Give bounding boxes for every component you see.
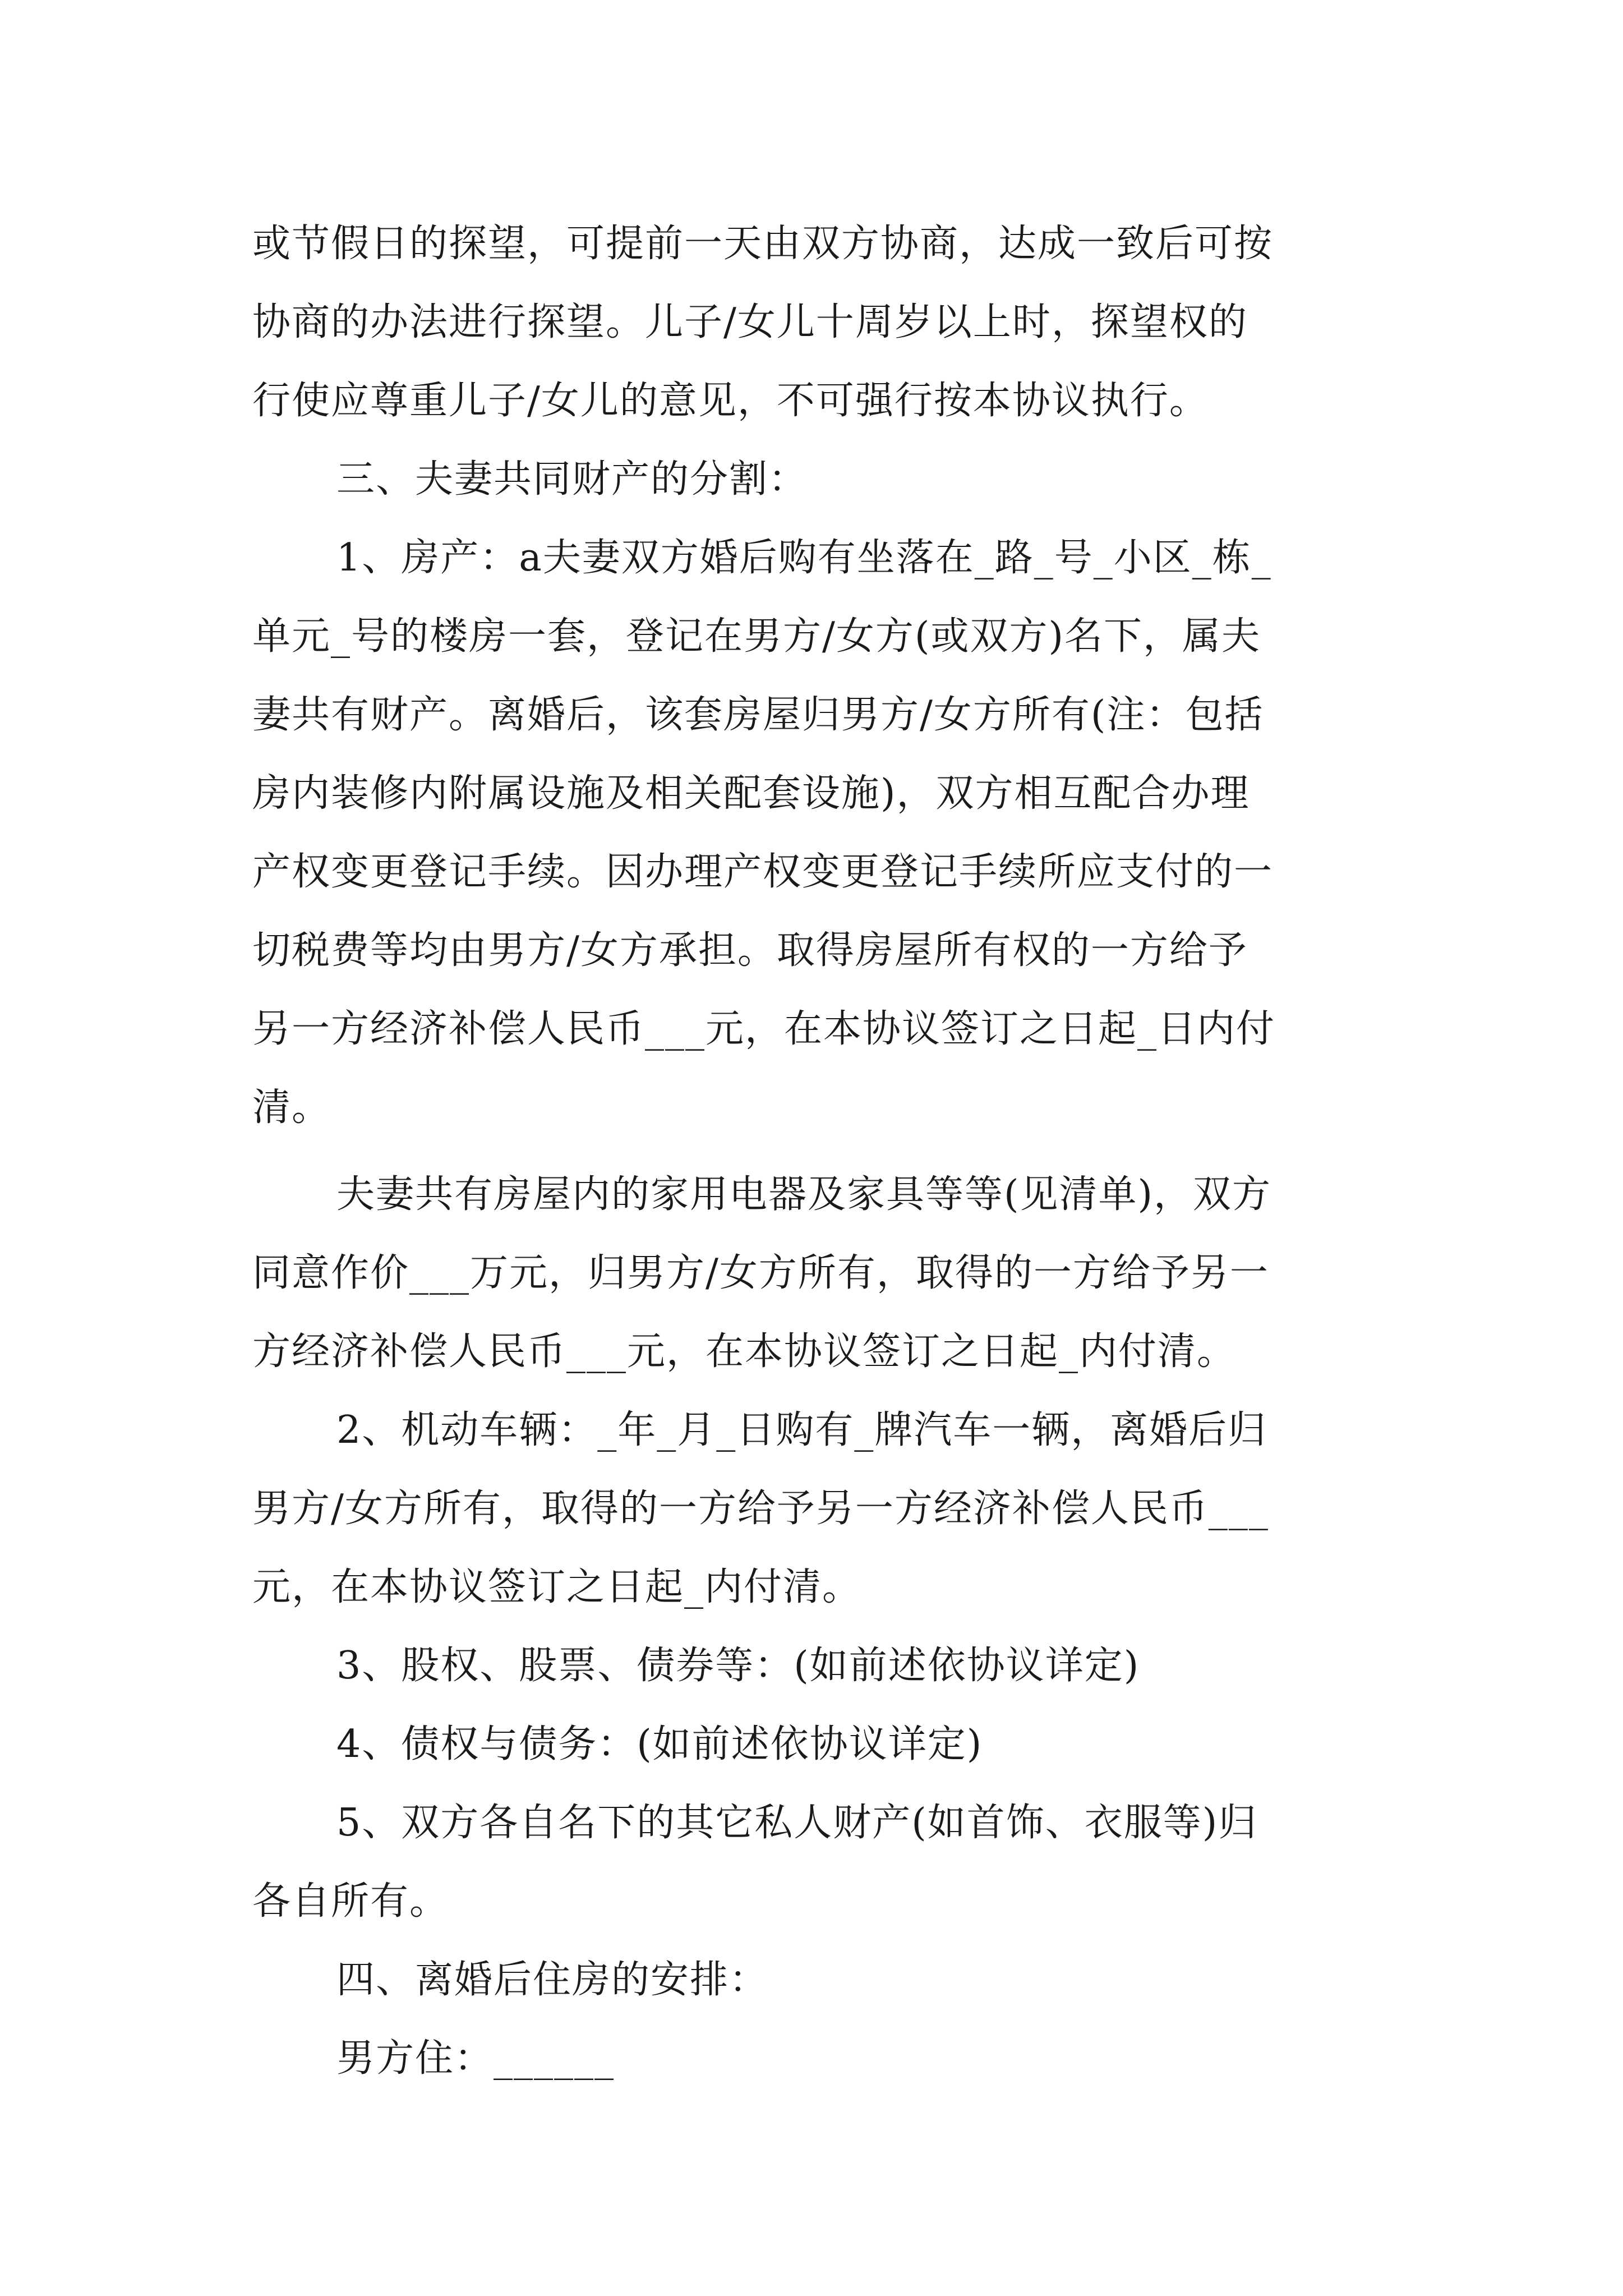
text-line: 2、机动车辆：_年_月_日购有_牌汽车一辆，离婚后归 xyxy=(336,1408,1267,1452)
text-line: 3、股权、股票、债券等：(如前述依协议详定) xyxy=(336,1644,1140,1688)
text-line: 各自所有。 xyxy=(252,1879,449,1924)
section-heading-housing: 四、离婚后住房的安排： xyxy=(336,1958,769,2002)
text-line: 单元_号的楼房一套，登记在男方/女方(或双方)名下，属夫 xyxy=(252,614,1261,659)
text-line: 行使应尊重儿子/女儿的意见，不可强行按本协议执行。 xyxy=(252,379,1209,423)
text-line: 4、债权与债务：(如前述依协议详定) xyxy=(336,1722,983,1766)
text-line: 或节假日的探望，可提前一天由双方协商，达成一致后可按 xyxy=(252,222,1274,266)
text-line: 妻共有财产。离婚后，该套房屋归男方/女方所有(注：包括 xyxy=(252,693,1264,737)
text-line: 方经济补偿人民币___元，在本协议签订之日起_内付清。 xyxy=(252,1329,1237,1374)
text-line: 男方住：______ xyxy=(336,2036,615,2081)
text-line: 房内装修内附属设施及相关配套设施)，双方相互配合办理 xyxy=(252,771,1250,816)
text-line: 产权变更登记手续。因办理产权变更登记手续所应支付的一 xyxy=(252,850,1274,894)
text-line: 切税费等均由男方/女方承担。取得房屋所有权的一方给予 xyxy=(252,928,1248,973)
text-line: 5、双方各自名下的其它私人财产(如首饰、衣服等)归 xyxy=(336,1801,1258,1845)
text-line: 另一方经济补偿人民币___元，在本协议签订之日起_日内付 xyxy=(252,1007,1276,1051)
text-line: 同意作价___万元，归男方/女方所有，取得的一方给予另一 xyxy=(252,1251,1269,1295)
text-line: 元，在本协议签订之日起_内付清。 xyxy=(252,1565,862,1609)
text-line: 清。 xyxy=(252,1085,331,1130)
section-heading-property-division: 三、夫妻共同财产的分割： xyxy=(336,457,808,501)
text-line: 1、房产：a夫妻双方婚后购有坐落在_路_号_小区_栋_ xyxy=(336,536,1272,580)
text-line: 协商的办法进行探望。儿子/女儿十周岁以上时，探望权的 xyxy=(252,300,1248,344)
text-line: 夫妻共有房屋内的家用电器及家具等等(见清单)，双方 xyxy=(336,1172,1272,1217)
text-line: 男方/女方所有，取得的一方给予另一方经济补偿人民币___ xyxy=(252,1487,1269,1531)
